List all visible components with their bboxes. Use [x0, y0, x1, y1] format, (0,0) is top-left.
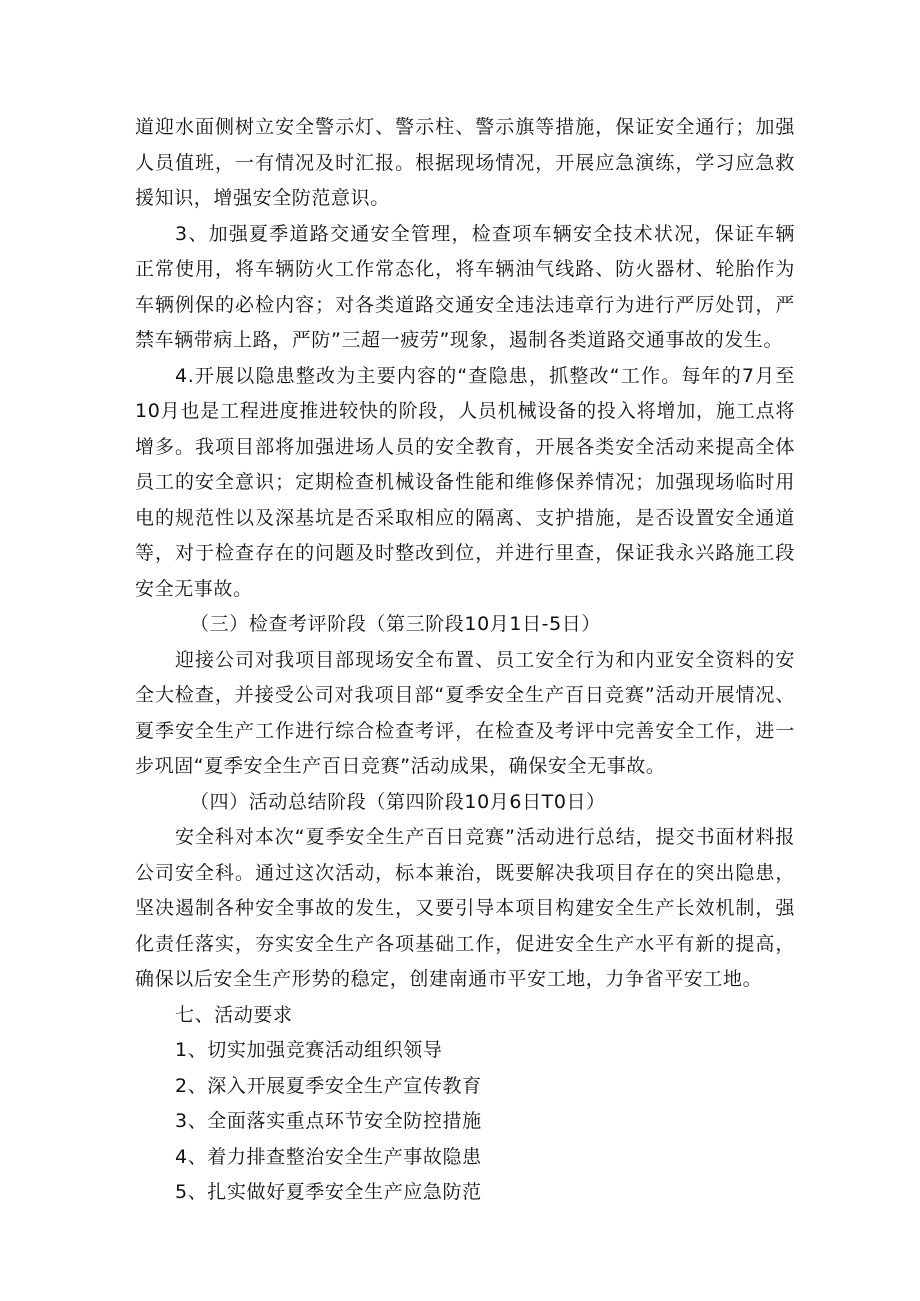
- section-title-requirements: 七、活动要求: [175, 1003, 293, 1026]
- paragraph-hazard-rectification: 4.开展以隐患整改为主要内容的“查隐患，抓整改“工作。每年的7月至10月也是工程进度推进较快的阶段，人员机械设备的投入将增加，施工点将增多。我项目部将加强进场人员的安全教育，开展各类安全活动来提高全体员工的安全意识；定期检查机械设备性能和维修保养情况；加强现场临时用电的规范性以及深基坑是否采取相应的隔离、支护措施，是否设置安全通道等，对于检查存在的问题及时整改到位，并进行里查，保证我永兴路施工段安全无事故。: [135, 364, 795, 600]
- requirement-item: 3、全面落实重点环节安全防控措施: [175, 1110, 482, 1132]
- heading-summary-stage: （四）活动总结阶段（第四阶段10月6日T0日）: [190, 790, 606, 813]
- requirement-item: 2、深入开展夏季安全生产宣传教育: [175, 1074, 482, 1097]
- requirement-item: 4、着力排查整治安全生产事故隐患: [175, 1145, 482, 1168]
- paragraph-safety-measures: 道迎水面侧树立安全警示灯、警示柱、警示旗等措施，保证安全通行；加强人员值班，一有情况及时汇报。根据现场情况，开展应急演练，学习应急救援知识，增强安全防范意识。: [135, 116, 795, 209]
- heading-inspection-stage: （三）检查考评阶段（第三阶段10月1日-5日）: [190, 613, 602, 635]
- requirement-item: 5、扎实做好夏季安全生产应急防范: [175, 1181, 482, 1203]
- paragraph-traffic-safety: 3、加强夏季道路交通安全管理，检查项车辆安全技术状况，保证车辆正常使用，将车辆防火工作常态化，将车辆油气线路、防火器材、轮胎作为车辆例保的必检内容；对各类道路交通安全违法违章行为进行严厉处罚，严禁车辆带病上路，严防”三超一疲劳”现象，遏制各类道路交通事故的发生。: [135, 222, 795, 351]
- paragraph-summary: 安全科对本次“夏季安全生产百日竞赛”活动进行总结，提交书面材料报公司安全科。通过这次活动，标本兼治，既要解决我项目存在的突出隐患，坚决遏制各种安全事故的发生，又要引导本项目构建安全生产长效机制，强化责任落实，夯实安全生产各项基础工作，促进安全生产水平有新的提高，确保以后安全生产形势的稳定，创建南通市平安工地，力争省平安工地。: [135, 826, 795, 990]
- document-body: [135, 110, 795, 1211]
- paragraph-inspection: 迎接公司对我项目部现场安全布置、员工安全行为和内亚安全资料的安全大检查，并接受公司对我项目部“夏季安全生产百日竞赛”活动开展情况、夏季安全生产工作进行综合检查考评，在检查及考评中完善安全工作，进一步巩固“夏季安全生产百日竞赛”活动成果，确保安全无事故。: [135, 648, 795, 777]
- requirement-item: 1、切实加强竞赛活动组织领导: [175, 1039, 443, 1061]
